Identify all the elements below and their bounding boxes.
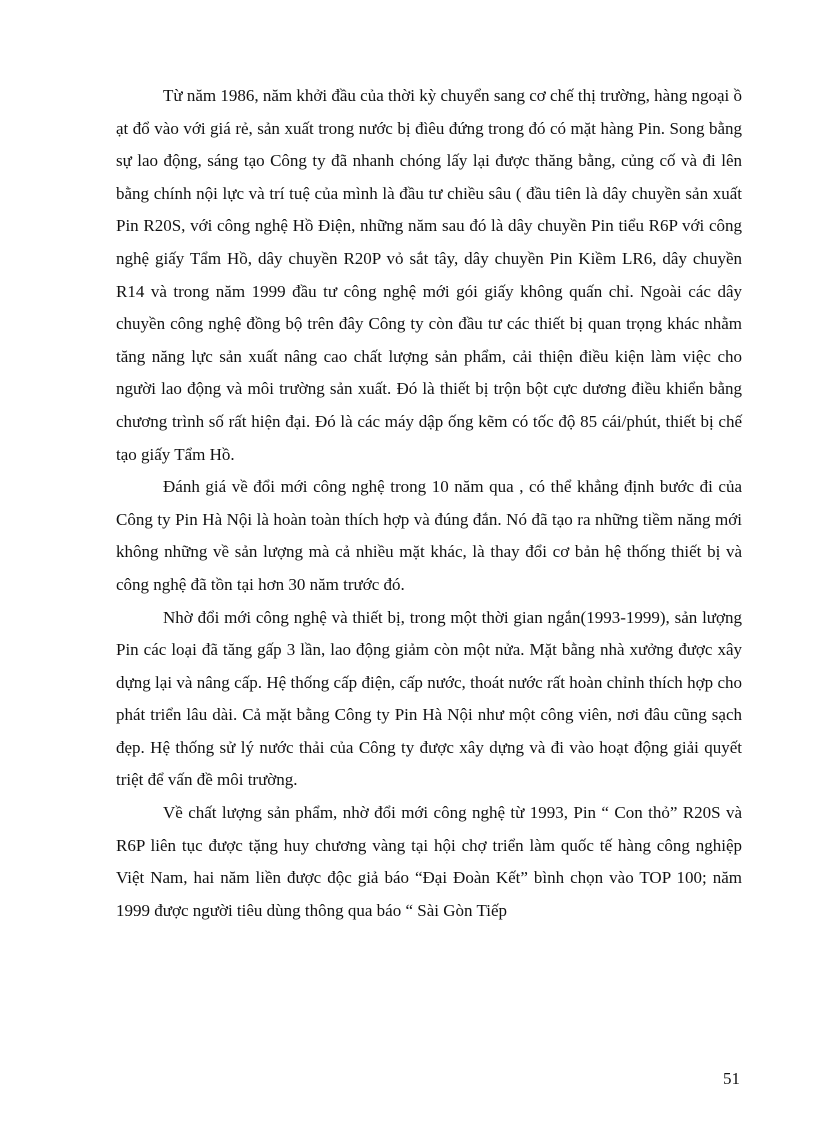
- body-text: [116, 80, 742, 927]
- paragraph-product-quality: Về chất lượng sản phẩm, nhờ đổi mới công nghệ từ 1993, Pin “ Con thỏ” R20S và R6P liên tục được tặng huy chương vàng tại hội chợ triển làm quốc tế hàng công nghiệp Việt Nam, hai năm liền được độc giả báo “Đại Đoàn Kết” bình chọn vào TOP 100; năm 1999 được người tiêu dùng thông qua báo “ Sài Gòn Tiếp: [116, 803, 742, 920]
- paragraph-technology-investment: Từ năm 1986, năm khởi đầu của thời kỳ chuyển sang cơ chế thị trường, hàng ngoại ồ ạt đổ vào với giá rẻ, sản xuất trong nước bị đìêu đứng trong đó có mặt hàng Pin. Song bằng sự lao động, sáng tạo Công ty đã nhanh chóng lấy lại được thăng bằng, củng cố và đi lên bằng chính nội lực và trí tuệ của mình là đầu tư chiều sâu ( đầu tiên là dây chuyền sản xuất Pin R20S, với công nghệ Hồ Điện, những năm sau đó là dây chuyền Pin tiểu R6P với công nghệ giấy Tẩm Hồ, dây chuyền R20P vỏ sắt tây, dây chuyền Pin Kiềm LR6, dây chuyền R14 và trong năm 1999 đầu tư công nghệ mới gói giấy không quấn chỉ. Ngoài các dây chuyền công nghệ đồng bộ trên đây Công ty còn đầu tư các thiết bị quan trọng khác nhằm tăng năng lực sản xuất nâng cao chất lượng sản phẩm, cải thiện điều kiện làm việc cho người lao động và môi trường sản xuất. Đó là thiết bị trộn bột cực dương điều khiển bằng chương trình số rất hiện đại. Đó là các máy dập ống kẽm có tốc độ 85 cái/phút, thiết bị chế tạo giấy Tẩm Hồ.: [116, 86, 742, 464]
- paragraph-innovation-assessment: Đánh giá về đổi mới công nghệ trong 10 năm qua , có thể khẳng định bước đi của Công ty Pin Hà Nội là hoàn toàn thích hợp và đúng đắn. Nó đã tạo ra những tiềm năng mới không những về sản lượng mà cả nhiều mặt khác, là thay đổi cơ bản hệ thống thiết bị và công nghệ đã tồn tại hơn 30 năm trước đó.: [116, 477, 742, 594]
- page-number: 51: [723, 1069, 740, 1088]
- paragraph-production-results: Nhờ đổi mới công nghệ và thiết bị, trong một thời gian ngắn(1993-1999), sản lượng Pin các loại đã tăng gấp 3 lần, lao động giảm còn một nửa. Mặt bằng nhà xưởng được xây dựng lại và nâng cấp. Hệ thống cấp điện, cấp nước, thoát nước rất hoàn chỉnh thích hợp cho phát triển lâu dài. Cả mặt bằng Công ty Pin Hà Nội như một công viên, nơi đâu cũng sạch đẹp. Hệ thống sử lý nước thải của Công ty được xây dựng và đi vào hoạt động giải quyết triệt để vấn đề môi trường.: [116, 607, 742, 790]
